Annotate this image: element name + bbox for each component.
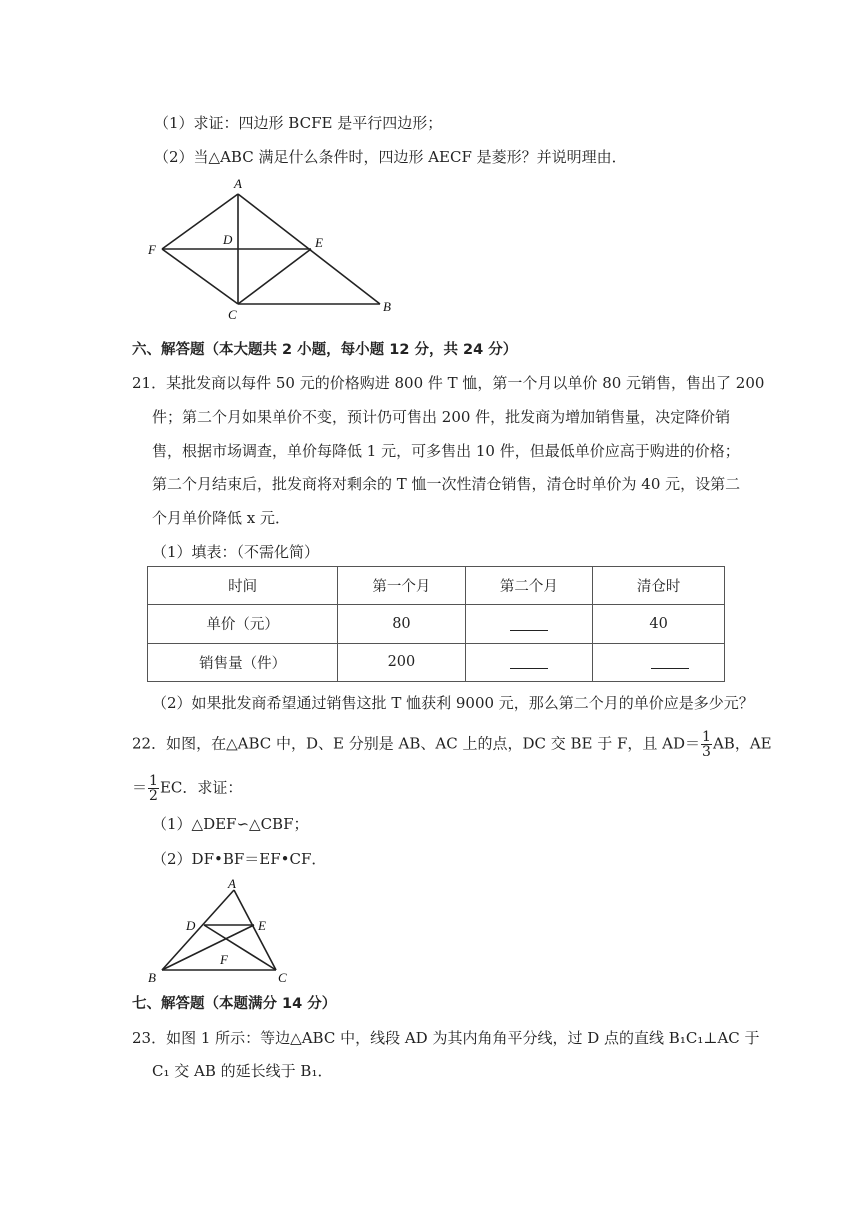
- q22-line-2: [132, 774, 242, 803]
- label-b: B: [383, 299, 391, 314]
- table-cell-blank: [593, 643, 725, 681]
- q20-part2: （2）当△ABC 满足什么条件时，四边形 AECF 是菱形？并说明理由．: [154, 148, 627, 166]
- table-row: [148, 605, 725, 643]
- table-cell-blank: [465, 605, 593, 643]
- q21-line-1: 21．某批发商以每件 50 元的价格购进 800 件 T 恤，第一个月以单价 80 元销售，售出了 200: [132, 374, 765, 392]
- q22-line-1: [132, 730, 772, 759]
- label-f: F: [220, 952, 228, 967]
- answer-blank[interactable]: [651, 654, 689, 669]
- fraction-denominator: 3: [702, 744, 711, 760]
- q22-figure: [140, 872, 300, 987]
- q22-line1-prefix: 22．如图，在△ABC 中，D、E 分别是 AB、AC 上的点，DC 交 BE 于 F，且 AD＝: [132, 734, 701, 753]
- segment-ac: [234, 890, 276, 970]
- sales-table: [147, 566, 725, 682]
- table-cell: 80: [338, 605, 466, 643]
- fraction-one-third: [701, 730, 712, 759]
- fraction-denominator: 2: [149, 788, 158, 804]
- label-d: D: [223, 232, 233, 247]
- fraction-one-half: [148, 774, 159, 803]
- q20-part1: （1）求证：四边形 BCFE 是平行四边形；: [154, 114, 443, 132]
- table-header-cell: 第一个月: [338, 567, 466, 605]
- section7-heading: 七、解答题（本题满分 14 分）: [132, 996, 337, 1012]
- label-a: A: [228, 876, 236, 891]
- q22-line1-suffix: AB，AE: [712, 734, 772, 753]
- table-row-label: 销售量（件）: [148, 643, 338, 681]
- q22-part2: （2）DF•BF＝EF•CF．: [152, 850, 327, 868]
- table-cell-blank: [465, 643, 593, 681]
- table-header-row: [148, 567, 725, 605]
- q21-line-2: 件；第二个月如果单价不变，预计仍可售出 200 件，批发商为增加销售量，决定降价销: [152, 408, 731, 426]
- table-cell: 40: [593, 605, 725, 643]
- q21-line-3: 售，根据市场调查，单价每降低 1 元，可多售出 10 件，但最低单价应高于购进的价格；: [152, 442, 740, 460]
- table-cell: 200: [338, 643, 466, 681]
- q21-part1: （1）填表：（不需化简）: [152, 543, 320, 561]
- table-header-cell: 时间: [148, 567, 338, 605]
- q21-line-4: 第二个月结束后，批发商将对剩余的 T 恤一次性清仓销售，清仓时单价为 40 元，设第二: [152, 475, 741, 493]
- fraction-numerator: 1: [702, 729, 711, 745]
- label-b: B: [148, 970, 156, 985]
- label-c: C: [278, 970, 287, 985]
- fraction-numerator: 1: [149, 773, 158, 789]
- q21-part2: （2）如果批发商希望通过销售这批 T 恤获利 9000 元，那么第二个月的单价应是多少元？: [152, 694, 754, 712]
- q23-line-2: C₁ 交 AB 的延长线于 B₁．: [152, 1062, 333, 1080]
- label-c: C: [228, 307, 237, 322]
- table-row: [148, 643, 725, 681]
- table-row-label: 单价（元）: [148, 605, 338, 643]
- label-f: F: [148, 242, 156, 257]
- q22-line2-prefix: ＝: [132, 778, 148, 797]
- q20-figure: [140, 172, 400, 322]
- table-header-cell: 第二个月: [465, 567, 593, 605]
- segment-fc: [162, 249, 238, 304]
- label-e: E: [315, 235, 323, 250]
- segment-ce: [238, 249, 311, 304]
- answer-blank[interactable]: [510, 654, 548, 669]
- q22-part1: （1）△DEF∽△CBF；: [152, 815, 309, 833]
- q22-line2-suffix: EC．求证：: [159, 778, 243, 797]
- label-a: A: [234, 176, 242, 191]
- q23-line-1: 23．如图 1 所示：等边△ABC 中，线段 AD 为其内角角平分线，过 D 点的直线 B₁C₁⊥AC 于: [132, 1029, 760, 1047]
- label-d: D: [186, 918, 196, 933]
- label-e: E: [258, 918, 266, 933]
- answer-blank[interactable]: [510, 616, 548, 631]
- table-header-cell: 清仓时: [593, 567, 725, 605]
- section6-heading: 六、解答题（本大题共 2 小题，每小题 12 分，共 24 分）: [132, 342, 518, 358]
- q21-line-5: 个月单价降低 x 元．: [152, 509, 290, 527]
